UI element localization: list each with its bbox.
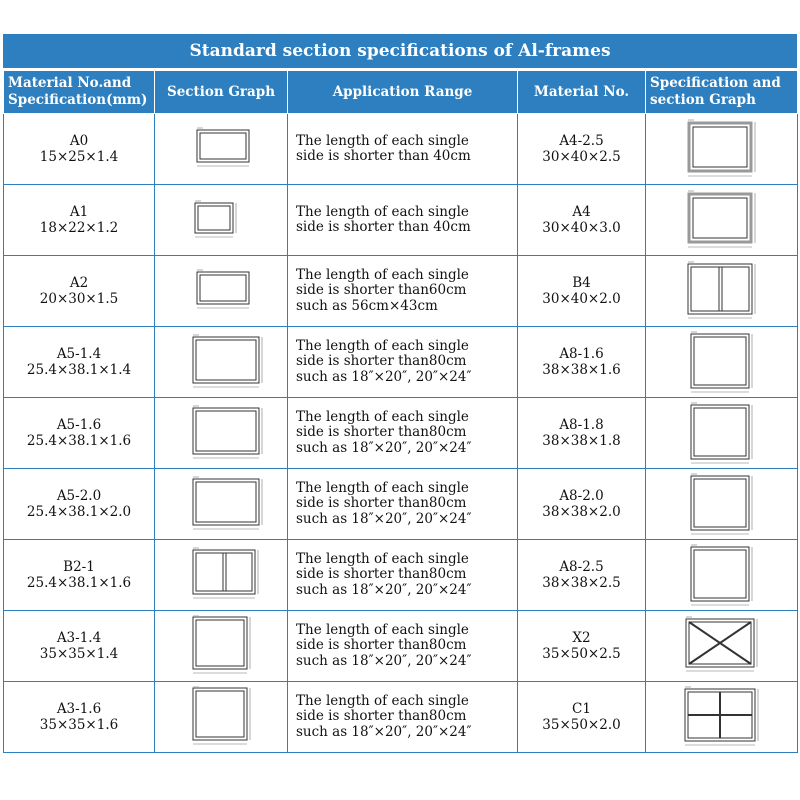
spec-table-container bbox=[3, 34, 797, 753]
right-material-spec: 38×38×1.8 bbox=[542, 433, 621, 449]
right-section-graph-cell bbox=[646, 611, 798, 682]
section-graph-cell bbox=[155, 469, 288, 540]
right-section-graph-cell bbox=[646, 327, 798, 398]
material-no: A3-1.4 bbox=[56, 630, 102, 646]
right-section-graph bbox=[687, 472, 757, 536]
section-graph-cell bbox=[155, 611, 288, 682]
table-body bbox=[4, 114, 798, 753]
material-spec-cell bbox=[4, 469, 155, 540]
application-range-cell bbox=[288, 682, 518, 753]
spec-table bbox=[3, 70, 798, 753]
material-no: A0 bbox=[69, 133, 89, 149]
material-no: A5-1.4 bbox=[56, 346, 102, 362]
application-range-text: The length of each single side is shorter than80cm such as 18″×20″, 20″×24″ bbox=[296, 621, 472, 669]
right-material-cell bbox=[518, 327, 646, 398]
material-spec-cell bbox=[4, 327, 155, 398]
application-range-cell bbox=[288, 398, 518, 469]
material-spec: 18×22×1.2 bbox=[39, 220, 119, 236]
material-spec: 15×25×1.4 bbox=[39, 149, 119, 165]
section-graph bbox=[189, 546, 263, 604]
right-section-graph bbox=[682, 615, 762, 677]
right-material-spec: 38×38×2.5 bbox=[542, 575, 621, 591]
section-graph bbox=[189, 126, 251, 172]
right-material-spec: 35×50×2.0 bbox=[542, 717, 621, 733]
material-spec-cell bbox=[4, 540, 155, 611]
section-graph-cell bbox=[155, 256, 288, 327]
section-graph bbox=[189, 475, 267, 533]
material-no: B2-1 bbox=[63, 559, 95, 575]
application-range-cell bbox=[288, 185, 518, 256]
material-no: A3-1.6 bbox=[56, 701, 102, 717]
material-spec-cell bbox=[4, 185, 155, 256]
table-row bbox=[4, 540, 798, 611]
material-spec: 20×30×1.5 bbox=[39, 291, 119, 307]
material-no: A5-1.6 bbox=[56, 417, 102, 433]
application-range-text: The length of each single side is shorter than80cm such as 18″×20″, 20″×24″ bbox=[296, 408, 472, 456]
right-material-cell bbox=[518, 398, 646, 469]
section-graph bbox=[189, 404, 267, 462]
right-material-spec: 30×40×3.0 bbox=[542, 220, 621, 236]
material-spec-cell bbox=[4, 256, 155, 327]
section-graph-cell bbox=[155, 682, 288, 753]
right-section-graph bbox=[687, 543, 757, 607]
section-graph bbox=[189, 686, 253, 748]
material-no: A5-2.0 bbox=[56, 488, 102, 504]
table-row bbox=[4, 398, 798, 469]
header-row bbox=[4, 71, 798, 114]
right-material-no: X2 bbox=[572, 630, 591, 646]
table-row bbox=[4, 185, 798, 256]
application-range-cell bbox=[288, 469, 518, 540]
application-range-cell bbox=[288, 327, 518, 398]
material-spec: 35×35×1.4 bbox=[39, 646, 119, 662]
right-section-graph bbox=[684, 189, 760, 251]
right-section-graph-cell bbox=[646, 540, 798, 611]
material-spec: 35×35×1.6 bbox=[39, 717, 119, 733]
application-range-text: The length of each single side is shorter than80cm such as 18″×20″, 20″×24″ bbox=[296, 479, 472, 527]
table-row bbox=[4, 469, 798, 540]
material-spec-cell bbox=[4, 114, 155, 185]
right-section-graph bbox=[687, 330, 757, 394]
application-range-text: The length of each single side is shorter than80cm such as 18″×20″, 20″×24″ bbox=[296, 692, 472, 740]
application-range-text: The length of each single side is shorter than80cm such as 18″×20″, 20″×24″ bbox=[296, 550, 472, 598]
section-graph bbox=[189, 333, 267, 391]
right-material-no: A8-1.8 bbox=[559, 417, 604, 433]
application-range-cell bbox=[288, 540, 518, 611]
right-material-cell bbox=[518, 540, 646, 611]
right-section-graph bbox=[687, 401, 757, 465]
right-material-cell bbox=[518, 611, 646, 682]
header-spec-section-graph: Specification and section Graph bbox=[646, 71, 798, 114]
section-graph-cell bbox=[155, 114, 288, 185]
table-row bbox=[4, 682, 798, 753]
right-material-spec: 30×40×2.0 bbox=[542, 291, 621, 307]
right-material-cell bbox=[518, 256, 646, 327]
right-material-no: A4 bbox=[572, 204, 591, 220]
right-material-cell bbox=[518, 114, 646, 185]
right-material-no: A4-2.5 bbox=[559, 133, 604, 149]
section-graph-cell bbox=[155, 327, 288, 398]
section-graph-cell bbox=[155, 398, 288, 469]
material-spec-cell bbox=[4, 682, 155, 753]
right-section-graph-cell bbox=[646, 469, 798, 540]
material-spec-cell bbox=[4, 398, 155, 469]
section-graph bbox=[189, 197, 239, 243]
right-section-graph bbox=[684, 260, 760, 322]
right-section-graph-cell bbox=[646, 114, 798, 185]
right-material-cell bbox=[518, 469, 646, 540]
section-graph bbox=[189, 268, 251, 314]
right-section-graph bbox=[681, 685, 763, 749]
right-material-no: A8-1.6 bbox=[559, 346, 604, 362]
right-section-graph-cell bbox=[646, 682, 798, 753]
right-material-cell bbox=[518, 682, 646, 753]
material-no: A2 bbox=[69, 275, 89, 291]
right-section-graph bbox=[684, 118, 760, 180]
header-application-range: Application Range bbox=[288, 71, 518, 114]
right-material-spec: 38×38×1.6 bbox=[542, 362, 621, 378]
right-material-spec: 38×38×2.0 bbox=[542, 504, 621, 520]
right-material-no: B4 bbox=[572, 275, 591, 291]
header-section-graph: Section Graph bbox=[155, 71, 288, 114]
application-range-text: The length of each single side is shorter than80cm such as 18″×20″, 20″×24″ bbox=[296, 337, 472, 385]
application-range-cell bbox=[288, 114, 518, 185]
header-material-no: Material No. bbox=[518, 71, 646, 114]
header-material-spec: Material No.and Specification(mm) bbox=[4, 71, 155, 114]
material-spec: 25.4×38.1×2.0 bbox=[26, 504, 132, 520]
right-material-no: A8-2.5 bbox=[559, 559, 604, 575]
table-row bbox=[4, 256, 798, 327]
application-range-text: The length of each single side is shorter than 40cm bbox=[296, 132, 471, 164]
table-row bbox=[4, 611, 798, 682]
application-range-cell bbox=[288, 256, 518, 327]
table-row bbox=[4, 327, 798, 398]
right-section-graph-cell bbox=[646, 185, 798, 256]
application-range-text: The length of each single side is shorter than60cm such as 56cm×43cm bbox=[296, 266, 469, 314]
material-no: A1 bbox=[69, 204, 89, 220]
material-spec: 25.4×38.1×1.6 bbox=[26, 433, 132, 449]
section-graph-cell bbox=[155, 185, 288, 256]
right-material-no: C1 bbox=[572, 701, 591, 717]
table-row bbox=[4, 114, 798, 185]
section-graph-cell bbox=[155, 540, 288, 611]
section-graph bbox=[189, 615, 253, 677]
right-section-graph-cell bbox=[646, 398, 798, 469]
table-title: Standard section specifications of Al-frames bbox=[3, 34, 797, 70]
application-range-cell bbox=[288, 611, 518, 682]
material-spec-cell bbox=[4, 611, 155, 682]
right-material-cell bbox=[518, 185, 646, 256]
right-material-spec: 35×50×2.5 bbox=[542, 646, 621, 662]
right-section-graph-cell bbox=[646, 256, 798, 327]
right-material-no: A8-2.0 bbox=[559, 488, 604, 504]
right-material-spec: 30×40×2.5 bbox=[542, 149, 621, 165]
material-spec: 25.4×38.1×1.4 bbox=[26, 362, 132, 378]
application-range-text: The length of each single side is shorter than 40cm bbox=[296, 203, 471, 235]
material-spec: 25.4×38.1×1.6 bbox=[26, 575, 132, 591]
